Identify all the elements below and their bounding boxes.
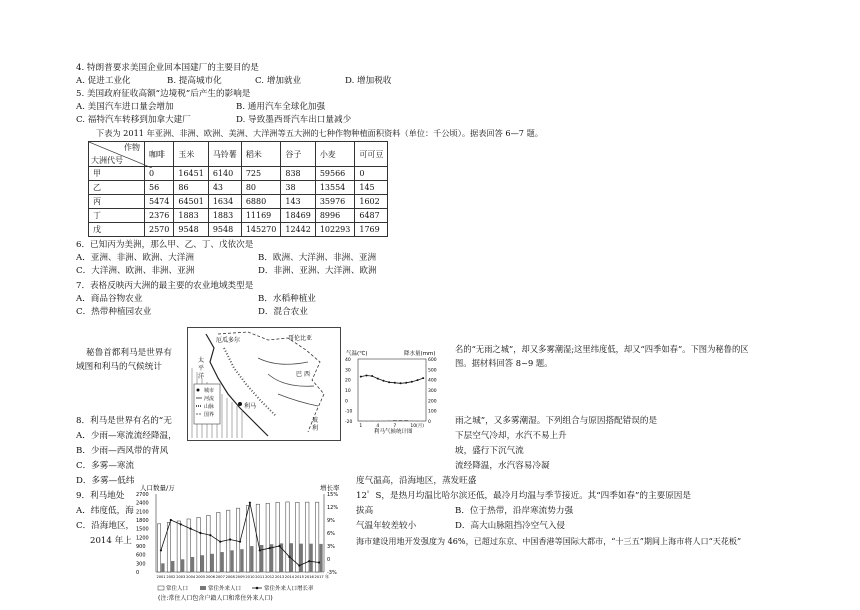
climate-caption: 利马气候统计图 xyxy=(374,427,413,435)
climate-ytick-right: 0 xyxy=(428,419,431,425)
q9-stem-left: 9．利马地处 xyxy=(76,491,124,502)
migrant-bar xyxy=(220,552,223,572)
climate-xtick: 7 xyxy=(393,423,396,429)
map-label-ocean: 洋 xyxy=(198,372,204,380)
table-cell: 16451 xyxy=(174,167,208,181)
q8-option-a-cont: 下层空气冷却，水汽不易上升 xyxy=(455,431,567,442)
precip-bar xyxy=(393,420,397,421)
col-header: 谷子 xyxy=(281,142,315,167)
q8-option-d-cont: 度气温高，沿海地区，蒸发旺盛 xyxy=(356,476,476,487)
pop-ytick-left: 900 xyxy=(136,544,146,550)
col-header: 玉米 xyxy=(174,142,208,167)
migrant-bar xyxy=(171,561,174,572)
migrant-bar xyxy=(191,557,194,572)
q5-option-c[interactable]: C. 福特汽车转移到加拿大建厂 xyxy=(76,115,191,126)
legend-growth: 常住外来人口增长率 xyxy=(264,584,314,592)
migrant-bar xyxy=(250,546,253,572)
resident-bar xyxy=(157,524,160,572)
precip-bar xyxy=(387,420,391,421)
climate-xtick: 1 xyxy=(359,423,362,429)
q8-option-b[interactable]: B．少雨—西风带的背风 xyxy=(76,446,168,457)
growth-point xyxy=(170,519,172,521)
table-cell: 725 xyxy=(241,167,281,181)
pop-xtick: 2002 xyxy=(166,575,175,579)
pop-xtick: 2015 xyxy=(295,575,304,579)
q8-option-c-cont: 流经降温，水汽容易冷凝 xyxy=(455,461,550,472)
legend-swatch-resident xyxy=(158,586,164,590)
table-cell: 102293 xyxy=(315,223,355,237)
q5-stem: 5. 美国政府征收高额“边境税”后产生的影响是 xyxy=(76,89,250,100)
shanghai-population-chart xyxy=(134,482,356,606)
pop-xtick: 2009 xyxy=(236,575,246,579)
resident-bar xyxy=(296,502,299,572)
migrant-bar xyxy=(201,555,204,572)
table-cell: 56 xyxy=(145,181,174,195)
table-cell: 1634 xyxy=(208,195,241,209)
q5-option-d[interactable]: D. 导致墨西哥汽车出口量减少 xyxy=(236,115,351,126)
migrant-bar xyxy=(260,545,263,572)
table-intro: 下表为 2011 年亚洲、非洲、欧洲、美洲、大洋洲等五大洲的七种作物种植面积资料（单位：千公顷）。据表回答 6—7 题。 xyxy=(96,128,543,139)
pop-ytick-left: 1200 xyxy=(136,535,149,541)
growth-point xyxy=(259,549,261,551)
pop-xtick: 2005 xyxy=(196,575,205,579)
climate-ytick-left: 20 xyxy=(345,378,351,384)
map-label-ocean: 太 xyxy=(198,356,204,364)
q7-option-d[interactable]: D．混合农业 xyxy=(258,307,308,318)
pop-xtick: 2004 xyxy=(186,575,196,579)
growth-point xyxy=(229,538,231,540)
climate-chart-svg xyxy=(344,347,444,435)
temperature-point xyxy=(417,379,419,381)
table-row xyxy=(89,223,388,237)
q7-option-c[interactable]: C．热带种植园农业 xyxy=(76,307,151,318)
migrant-bar xyxy=(230,550,233,572)
resident-bar xyxy=(315,502,318,572)
pop-ylabel-left: 人口数量/万 xyxy=(140,483,175,492)
table-cell: 1883 xyxy=(208,209,241,223)
q4-stem: 4. 特朗普要求美国企业回本国建厂的主要目的是 xyxy=(76,63,259,74)
climate-xtick: 4 xyxy=(376,423,379,429)
legend-swatch-growth-dot xyxy=(256,587,259,590)
pop-xtick: 2011 xyxy=(255,575,264,579)
shanghai-intro-right: 海市建设用地开发强度为 46%，已超过东京、中国香港等国际大都市，“十三五”期间上海市将人口“天花板” xyxy=(356,536,741,547)
q9-stem-right: 12゜S，是热月均温比哈尔滨还低，最冷月均温与季节接近。其“四季如春”的主要原因是 xyxy=(356,491,691,502)
resident-bar xyxy=(227,510,230,572)
col-header: 稻米 xyxy=(241,142,281,167)
corner-top-label: 作物 xyxy=(124,143,140,153)
map-legend-label: 山脉 xyxy=(204,403,214,410)
table-cell: 145270 xyxy=(241,223,281,237)
map-legend-label: 国界 xyxy=(204,411,214,418)
q5-option-a[interactable]: A. 美国汽车进口量会增加 xyxy=(76,102,174,113)
climate-ytick-right: 100 xyxy=(428,409,437,415)
pop-xtick: 2017 xyxy=(315,575,324,579)
growth-point xyxy=(318,561,320,563)
pop-ytick-left: 2400 xyxy=(136,501,149,507)
growth-point xyxy=(160,549,162,551)
resident-bar xyxy=(177,521,180,572)
temperature-point xyxy=(360,376,362,378)
pop-ylabel-right: 增长率 xyxy=(320,483,340,492)
q8-stem-right: 雨之城”，又多雾潮湿。下列组合与原因搭配错误的是 xyxy=(455,416,657,427)
precip-bar xyxy=(399,420,403,421)
table-cell: 145 xyxy=(355,181,388,195)
migrant-bar xyxy=(211,554,214,572)
climate-ytick-left: 30 xyxy=(345,367,351,373)
map-label-bolivia: 利 xyxy=(312,424,318,432)
resident-bar xyxy=(266,503,269,572)
q4-option-c[interactable]: C. 增加就业 xyxy=(255,76,301,87)
row-label: 戊 xyxy=(89,223,145,237)
col-header: 咖啡 xyxy=(145,142,174,167)
pop-ytick-left: 2700 xyxy=(136,492,149,498)
temperature-line xyxy=(361,376,423,384)
pop-ytick-left: 0 xyxy=(136,570,139,576)
resident-bar xyxy=(197,517,200,572)
table-row xyxy=(89,195,388,209)
peru-intro-right-2: 图。据材料回答 8~9 题。 xyxy=(455,358,552,369)
legend-resident: 常住人口 xyxy=(166,584,188,592)
q8-option-b-cont: 坡，盛行下沉气流 xyxy=(455,446,524,457)
row-label: 丙 xyxy=(89,195,145,209)
pop-ytick-right: 3% xyxy=(327,544,335,550)
climate-ytick-left: 10 xyxy=(345,388,351,394)
row-label: 丁 xyxy=(89,209,145,223)
table-row xyxy=(89,181,388,195)
resident-bar xyxy=(286,502,289,572)
table-cell: 143 xyxy=(281,195,315,209)
climate-ytick-left: -20 xyxy=(345,419,352,425)
table-cell: 80 xyxy=(241,181,281,195)
migrant-bar xyxy=(240,549,243,572)
pop-xtick: 2008 xyxy=(226,575,236,579)
pop-xtick: 2003 xyxy=(176,575,185,579)
pop-chart-note: (注:常住人口包含户籍人口和常住外来人口) xyxy=(158,594,273,602)
q6-option-a[interactable]: A．亚洲、非洲、欧洲、大洋洲 xyxy=(76,253,194,264)
temperature-point xyxy=(394,382,396,384)
peru-intro-left-1: 秘鲁首都利马是世界有 xyxy=(86,348,172,359)
temperature-point xyxy=(405,382,407,384)
table-cell: 1769 xyxy=(355,223,388,237)
table-cell: 838 xyxy=(281,167,315,181)
map-label-brazil: 西 xyxy=(304,370,310,378)
table-cell: 13554 xyxy=(315,181,355,195)
table-cell: 12442 xyxy=(281,223,315,237)
table-cell: 9548 xyxy=(208,223,241,237)
q7-option-b[interactable]: B．水稻种植业 xyxy=(258,294,316,305)
pop-ytick-right: 0 xyxy=(327,557,330,563)
col-header: 可可豆 xyxy=(355,142,388,167)
growth-point xyxy=(189,528,191,530)
table-cell: 5474 xyxy=(145,195,174,209)
table-row xyxy=(89,167,388,181)
map-label-colombia: 哥伦比亚 xyxy=(288,334,312,342)
q7-stem: 7．表格反映丙大洲的最主要的农业地域类型是 xyxy=(76,281,253,292)
population-chart-svg xyxy=(134,482,356,606)
migrant-bar xyxy=(309,544,312,572)
table-corner-cell xyxy=(89,142,145,167)
pop-xtick: 2007 xyxy=(216,575,225,579)
growth-point xyxy=(278,545,280,547)
pop-ytick-right: 15% xyxy=(327,492,338,498)
table-cell: 6880 xyxy=(241,195,281,209)
row-label: 甲 xyxy=(89,167,145,181)
q9-option-b[interactable]: B．位于热带，沿岸寒流势力强 xyxy=(455,506,573,517)
pop-ytick-left: 2100 xyxy=(136,509,149,515)
pop-xtick: 2006 xyxy=(206,575,216,579)
resident-bar xyxy=(276,502,279,572)
peru-map-svg xyxy=(188,328,340,440)
legend-swatch-migrant xyxy=(200,586,206,590)
pop-ytick-left: 300 xyxy=(136,561,146,567)
climate-xtick: 10 xyxy=(410,423,416,429)
growth-point xyxy=(209,534,211,536)
q6-stem: 6．已知丙为美洲，那么甲、乙、丁、戊依次是 xyxy=(76,240,253,251)
climate-ytick-right: 600 xyxy=(428,357,437,363)
temperature-point xyxy=(411,381,413,383)
table-cell: 9548 xyxy=(174,223,208,237)
climate-ytick-right: 400 xyxy=(428,378,437,384)
q5-option-b[interactable]: B. 通用汽车全球化加强 xyxy=(236,102,325,113)
resident-bar xyxy=(236,508,239,572)
table-cell: 0 xyxy=(145,167,174,181)
growth-point xyxy=(199,532,201,534)
growth-point xyxy=(219,541,221,543)
col-header: 小麦 xyxy=(315,142,355,167)
pop-ytick-right: 6% xyxy=(327,531,335,537)
growth-point xyxy=(288,556,290,558)
temperature-point xyxy=(388,381,390,383)
q4-option-b[interactable]: B. 提高城市化 xyxy=(167,76,222,87)
table-row xyxy=(89,209,388,223)
migrant-bar xyxy=(299,544,302,572)
climate-ytick-right: 500 xyxy=(428,367,437,373)
resident-bar xyxy=(207,515,210,572)
map-label-bolivia: 玻 xyxy=(312,416,318,424)
q8-option-d[interactable]: D．多雾—低纬 xyxy=(76,476,134,487)
resident-bar xyxy=(256,504,259,572)
temperature-point xyxy=(377,378,379,380)
map-label-ecuador: 厄瓜多尔 xyxy=(216,336,240,344)
q4-option-d[interactable]: D. 增加税收 xyxy=(345,76,391,87)
table-cell: 0 xyxy=(355,167,388,181)
legend-migrant: 常住外来人口 xyxy=(208,584,241,592)
q9-option-d[interactable]: D．高大山脉阻挡冷空气入侵 xyxy=(455,521,565,532)
pop-xtick: 2001 xyxy=(156,575,165,579)
pop-xtick: 2012 xyxy=(265,575,274,579)
temperature-point xyxy=(371,375,373,377)
climate-plot-frame xyxy=(358,359,426,421)
pop-xtick: 2014 xyxy=(285,575,295,579)
growth-point xyxy=(249,502,251,504)
table-cell: 2570 xyxy=(145,223,174,237)
q8-option-a[interactable]: A．少雨—寒流流经降温， xyxy=(76,431,177,442)
q6-option-c[interactable]: C．大洋洲、欧洲、非洲、亚洲 xyxy=(76,266,194,277)
crop-area-table xyxy=(88,141,388,237)
pop-ytick-left: 600 xyxy=(136,553,146,559)
table-cell: 86 xyxy=(174,181,208,195)
precip-bar xyxy=(404,420,408,421)
growth-point xyxy=(269,547,271,549)
q9-option-a[interactable]: A．纬度低，海 xyxy=(76,506,134,517)
peru-map xyxy=(187,327,341,441)
q9-option-a-cont: 拔高 xyxy=(356,506,373,517)
table-cell: 6487 xyxy=(355,209,388,223)
climate-ytick-right: 200 xyxy=(428,398,437,404)
peru-intro-left-2: 域图和利马的气候统计 xyxy=(76,362,162,373)
q7-option-a[interactable]: A．商品谷物农业 xyxy=(76,294,142,305)
temperature-point xyxy=(400,382,402,384)
q9-option-c-cont: 气温年较差较小 xyxy=(356,521,416,532)
col-header: 马铃薯 xyxy=(208,142,241,167)
q8-option-c[interactable]: C．多雾—寒流 xyxy=(76,461,134,472)
growth-point xyxy=(308,560,310,562)
pop-xtick: 2010 xyxy=(245,575,255,579)
migrant-bar xyxy=(161,563,164,572)
temperature-point xyxy=(366,375,368,377)
q9-option-c[interactable]: C．沿海地区， xyxy=(76,521,134,532)
table-cell: 38 xyxy=(281,181,315,195)
q8-stem-left: 8．利马是世界有名的“无 xyxy=(76,416,172,427)
table-header-row xyxy=(89,142,388,167)
table-cell: 1883 xyxy=(174,209,208,223)
table-cell: 18469 xyxy=(281,209,315,223)
climate-ytick-left: 40 xyxy=(345,357,351,363)
pop-ytick-right: -3% xyxy=(327,570,337,576)
map-legend-label: 城市 xyxy=(204,387,214,394)
climate-title-right: 降水量(mm) xyxy=(404,349,436,357)
map-label-lima: 利马 xyxy=(244,402,256,410)
q6-option-d[interactable]: D．非洲、亚洲、大洋洲、欧洲 xyxy=(258,266,377,277)
row-label: 乙 xyxy=(89,181,145,195)
table-cell: 11169 xyxy=(241,209,281,223)
table-cell: 64501 xyxy=(174,195,208,209)
table-cell: 43 xyxy=(208,181,241,195)
pop-ytick-right: 12% xyxy=(327,505,338,511)
migrant-bar xyxy=(181,559,184,572)
pop-ytick-left: 1800 xyxy=(136,518,149,524)
temperature-point xyxy=(422,377,424,379)
table-cell: 59566 xyxy=(315,167,355,181)
climate-xtick-unit: (月) xyxy=(416,422,424,429)
climate-ytick-left: 0 xyxy=(345,398,348,404)
pop-xtick: 2016 xyxy=(305,575,315,579)
pop-ytick-left: 1500 xyxy=(136,527,149,533)
table-cell: 8996 xyxy=(315,209,355,223)
map-legend-label: 河流 xyxy=(204,395,214,402)
table-cell: 2376 xyxy=(145,209,174,223)
table-cell: 1602 xyxy=(355,195,388,209)
climate-ytick-left: -10 xyxy=(345,409,352,415)
pop-ytick-right: 9% xyxy=(327,518,335,524)
shanghai-intro-left: 2014 年上 xyxy=(90,536,132,547)
q4-option-a[interactable]: A. 促进工业化 xyxy=(76,76,131,87)
growth-point xyxy=(239,541,241,543)
climate-title-left: 气温(℃) xyxy=(346,349,367,357)
climate-ytick-right: 300 xyxy=(428,388,437,394)
temperature-point xyxy=(383,380,385,382)
map-label-ocean: 平 xyxy=(198,364,204,372)
table-cell: 6140 xyxy=(208,167,241,181)
growth-point xyxy=(298,564,300,566)
corner-bottom-label: 大洲代号 xyxy=(91,156,123,166)
peru-intro-right: 名的“无雨之城”，却又多雾潮湿;这里纬度低，却又“四季如春”。下图为秘鲁的区 xyxy=(455,344,749,355)
lima-climate-chart xyxy=(344,347,444,435)
table-cell: 35976 xyxy=(315,195,355,209)
map-label-brazil: 巴 xyxy=(296,371,302,378)
pop-xtick-unit: 年 xyxy=(325,573,329,579)
q6-option-b[interactable]: B．欧洲、大洋洲、非洲、亚洲 xyxy=(258,253,376,264)
pop-xtick: 2013 xyxy=(275,575,284,579)
growth-point xyxy=(180,523,182,525)
migrant-bar xyxy=(319,544,322,572)
